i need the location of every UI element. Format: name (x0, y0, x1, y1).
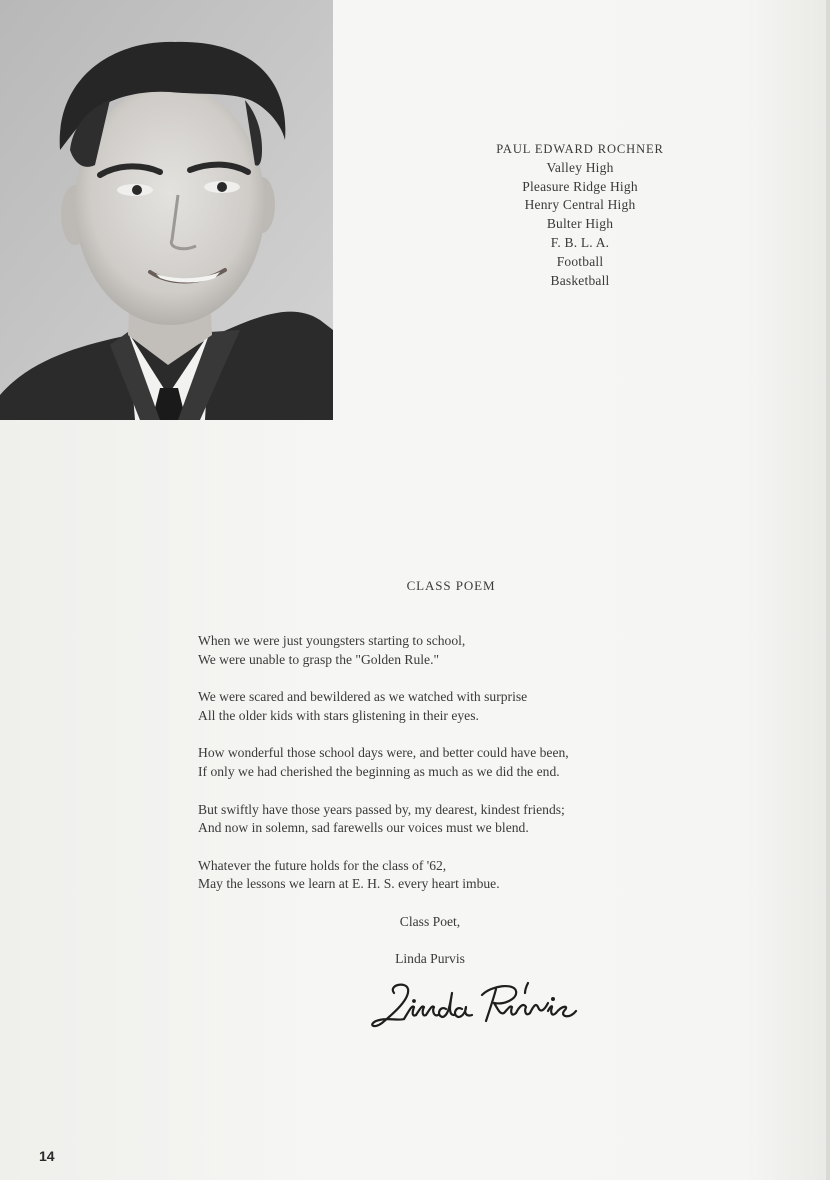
poem-body (198, 632, 658, 913)
student-detail: F. B. L. A. (550, 234, 610, 250)
poem-line: When we were just youngsters starting to school, (198, 633, 466, 648)
poem-line: And now in solemn, sad farewells our voices must we blend. (198, 820, 529, 836)
poet-signature (364, 975, 584, 1037)
student-info (470, 140, 690, 290)
poem-stanza (198, 744, 658, 781)
poem-stanza (198, 688, 658, 725)
poem-line: May the lessons we learn at E. H. S. every heart imbue. (198, 876, 500, 892)
poem-line: How wonderful those school days were, and better could have been, (198, 745, 569, 761)
page-number: 14 (39, 1148, 55, 1164)
poem-line: Whatever the future holds for the class of '62, (198, 857, 447, 873)
poem-line: But swiftly have those years passed by, my dearest, kindest friends; (198, 801, 565, 817)
poet-role: Class Poet, (399, 914, 461, 929)
poem-line: We were unable to grasp the "Golden Rule." (198, 651, 440, 667)
poem-line: All the older kids with stars glistening in their eyes. (198, 707, 479, 723)
poet-name: Linda Purvis (395, 951, 465, 966)
student-detail: Football (556, 253, 604, 269)
poem-stanza (198, 801, 658, 838)
poem-line: We were scared and bewildered as we watched with surprise (198, 689, 528, 705)
poem-stanza (198, 857, 658, 894)
poem-line: If only we had cherished the beginning as much as we did the end. (198, 763, 560, 779)
page-edge (826, 0, 830, 1180)
poem-stanza (198, 632, 658, 669)
student-detail: Henry Central High (524, 197, 636, 213)
student-detail: Bulter High (546, 216, 614, 232)
student-portrait-photo (0, 0, 333, 420)
student-detail: Basketball (550, 272, 610, 288)
student-name: PAUL EDWARD ROCHNER (496, 142, 664, 156)
poem-title: CLASS POEM (406, 578, 496, 593)
student-detail: Pleasure Ridge High (522, 178, 638, 194)
student-detail: Valley High (546, 159, 614, 175)
portrait-illustration (0, 0, 333, 420)
